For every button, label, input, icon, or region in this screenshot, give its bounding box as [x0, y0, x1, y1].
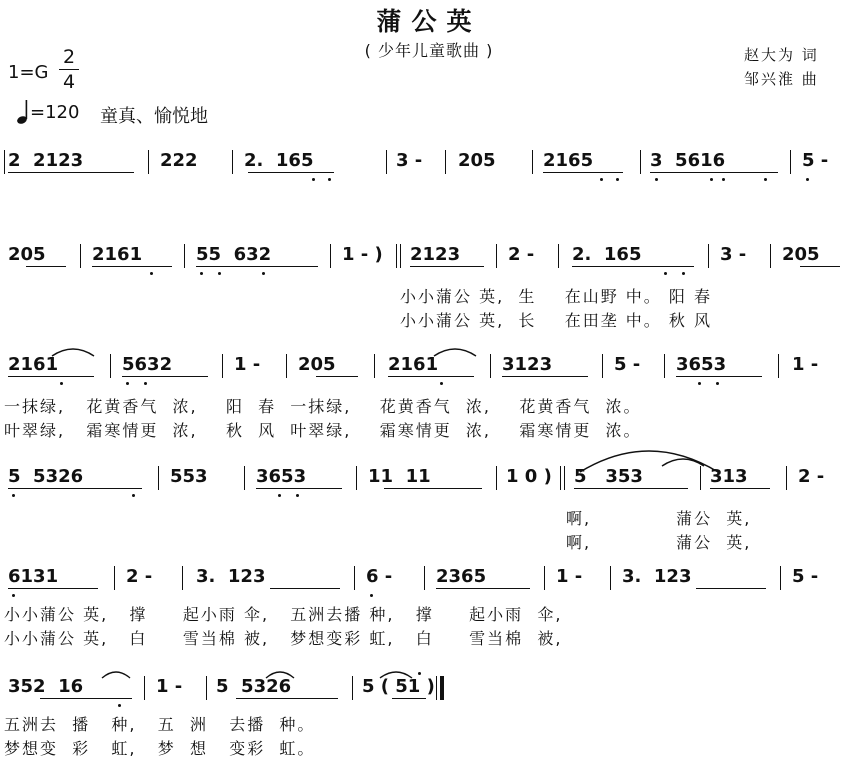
octave-dot [716, 382, 719, 385]
barline [158, 466, 159, 490]
barline [4, 150, 5, 174]
measure: 3653 [256, 466, 307, 487]
measure: 1 0 ) [506, 466, 552, 487]
barline [780, 566, 781, 590]
barline [424, 566, 425, 590]
barline [330, 244, 331, 268]
score-line-1 [0, 146, 858, 176]
octave-dot-high [418, 672, 421, 675]
measure: 55 632 [196, 244, 272, 265]
measure: 1 - [556, 566, 583, 587]
lyricist-credit: 赵大为 词 [744, 46, 819, 64]
measure: 2123 [410, 244, 461, 265]
time-signature-top: 2 [62, 46, 76, 68]
octave-dot [722, 178, 725, 181]
octave-dot [806, 178, 809, 181]
lyric-verse-2: 小小蒲公 英, 长 在田垄 中。 秋 风 [400, 311, 712, 330]
final-barline-thin [436, 676, 437, 700]
barline [790, 150, 791, 174]
octave-dot [126, 382, 129, 385]
barline [770, 244, 771, 268]
key-signature: 1=G [8, 62, 49, 83]
song-subtitle: ( 少年儿童歌曲 ) [364, 41, 494, 60]
final-barline-thick [440, 676, 444, 700]
lyric-verse-2: 梦想变 彩 虹, 梦 想 变彩 虹。 [4, 739, 316, 758]
barline [206, 676, 207, 700]
measure: 205 [458, 150, 496, 171]
octave-dot [328, 178, 331, 181]
measure: 3 - [396, 150, 423, 171]
barline [640, 150, 641, 174]
barline [602, 354, 603, 378]
slur [50, 344, 96, 358]
score-line-4 [0, 462, 858, 552]
measure: 313 [710, 466, 748, 487]
octave-dot [616, 178, 619, 181]
measure: 11 11 [368, 466, 431, 487]
tempo-marking: =120 [30, 102, 80, 123]
barline [356, 466, 357, 490]
barline [396, 244, 397, 268]
beam-line [384, 488, 482, 489]
measure: 205 [782, 244, 820, 265]
beam-line [676, 376, 762, 377]
lyric-verse-2: 啊, 蒲公 英, [566, 533, 752, 552]
measure: 352 16 [8, 676, 84, 697]
measure: 5 - [792, 566, 819, 587]
barline [786, 466, 787, 490]
expression-marking: 童真、愉悦地 [100, 106, 208, 127]
measure: 1 - [156, 676, 183, 697]
score-line-2 [0, 240, 858, 330]
beam-line [8, 172, 134, 173]
octave-dot [262, 272, 265, 275]
measure: 6131 [8, 566, 59, 587]
score-line-6 [0, 672, 858, 758]
beam-line [26, 266, 66, 267]
measure: 2161 [388, 354, 439, 375]
barline [560, 466, 561, 490]
barline [445, 150, 446, 174]
octave-dot [312, 178, 315, 181]
measure: 3. 123 [196, 566, 266, 587]
barline [110, 354, 111, 378]
barline [386, 150, 387, 174]
barline [374, 354, 375, 378]
beam-line [8, 376, 94, 377]
measure: 1 - ) [342, 244, 383, 265]
measure: 3123 [502, 354, 553, 375]
octave-dot [132, 494, 135, 497]
measure: 2 - [508, 244, 535, 265]
barline [184, 244, 185, 268]
beam-line [436, 588, 530, 589]
beam-line [248, 172, 334, 173]
slur [264, 668, 296, 680]
barline [352, 676, 353, 700]
octave-dot [144, 382, 147, 385]
barline [144, 676, 145, 700]
barline [490, 354, 491, 378]
beam-line [574, 488, 688, 489]
measure: 2 - [126, 566, 153, 587]
measure: 3 5616 [650, 150, 726, 171]
lyric-verse-2: 小小蒲公 英, 白 雪当棉 被, 梦想变彩 虹, 白 雪当棉 被, [4, 629, 563, 648]
beam-line [8, 588, 98, 589]
measure: 3 - [720, 244, 747, 265]
lyric-verse-2: 叶翠绿, 霜寒情更 浓, 秋 风 叶翠绿, 霜寒情更 浓, 霜寒情更 浓。 [4, 421, 642, 440]
slur [378, 668, 414, 680]
octave-dot [200, 272, 203, 275]
beam-line [316, 376, 358, 377]
octave-dot [764, 178, 767, 181]
barline [564, 466, 565, 490]
octave-dot [12, 494, 15, 497]
lyric-verse-1: 啊, 蒲公 英, [566, 509, 752, 528]
measure: 2. 165 [244, 150, 314, 171]
measure: 5632 [122, 354, 173, 375]
beam-line [410, 266, 484, 267]
measure: 3. 123 [622, 566, 692, 587]
measure: 1 - [792, 354, 819, 375]
barline [544, 566, 545, 590]
beam-line [196, 266, 318, 267]
barline [80, 244, 81, 268]
octave-dot [150, 272, 153, 275]
score-line-5 [0, 562, 858, 648]
measure: 5 - [614, 354, 641, 375]
measure: 553 [170, 466, 208, 487]
beam-line [710, 488, 770, 489]
measure: 2 2123 [8, 150, 84, 171]
octave-dot [655, 178, 658, 181]
octave-dot [370, 594, 373, 597]
tie [660, 454, 706, 468]
measure: 205 [8, 244, 46, 265]
beam-line [572, 266, 694, 267]
measure: 2161 [8, 354, 59, 375]
octave-dot [664, 272, 667, 275]
octave-dot [278, 494, 281, 497]
time-signature-bottom: 4 [62, 71, 76, 93]
beam-line [696, 588, 766, 589]
lyric-verse-1: 五洲去 播 种, 五 洲 去播 种。 [4, 715, 316, 734]
lyric-verse-1: 小小蒲公 英, 撑 起小雨 伞, 五洲去播 种, 撑 起小雨 伞, [4, 605, 563, 624]
score-line-3 [0, 350, 858, 440]
barline [182, 566, 183, 590]
lyric-verse-1: 一抹绿, 花黄香气 浓, 阳 春 一抹绿, 花黄香气 浓, 花黄香气 浓。 [4, 397, 642, 416]
octave-dot [440, 382, 443, 385]
measure: 6 - [366, 566, 393, 587]
beam-line [392, 698, 426, 699]
octave-dot [682, 272, 685, 275]
beam-line [40, 698, 132, 699]
barline [400, 244, 401, 268]
slur [100, 668, 132, 680]
beam-line [650, 172, 778, 173]
measure: 205 [298, 354, 336, 375]
measure: 5 5326 [216, 676, 292, 697]
barline [148, 150, 149, 174]
octave-dot [60, 382, 63, 385]
measure: 222 [160, 150, 198, 171]
song-title: 蒲公英 [376, 7, 482, 36]
barline [778, 354, 779, 378]
barline [222, 354, 223, 378]
composer-credit: 邹兴淮 曲 [744, 70, 819, 88]
slur [432, 344, 478, 358]
measure: 2. 165 [572, 244, 642, 265]
lyric-verse-1: 小小蒲公 英, 生 在山野 中。 阳 春 [400, 287, 712, 306]
beam-line [388, 376, 474, 377]
barline [232, 150, 233, 174]
beam-line [270, 588, 340, 589]
measure: 2 - [798, 466, 825, 487]
beam-line [8, 488, 142, 489]
measure: 3653 [676, 354, 727, 375]
beam-line [122, 376, 208, 377]
octave-dot [218, 272, 221, 275]
beam-line [543, 172, 623, 173]
measure: 5 ( 51 ) [362, 676, 435, 697]
barline [114, 566, 115, 590]
octave-dot [296, 494, 299, 497]
beam-line [236, 698, 338, 699]
beam-line [256, 488, 342, 489]
barline [708, 244, 709, 268]
barline [664, 354, 665, 378]
measure: 2165 [543, 150, 594, 171]
octave-dot [12, 594, 15, 597]
time-signature [58, 46, 80, 93]
octave-dot [118, 704, 121, 707]
octave-dot [600, 178, 603, 181]
barline [532, 150, 533, 174]
barline [558, 244, 559, 268]
barline [286, 354, 287, 378]
barline [610, 566, 611, 590]
measure: 2365 [436, 566, 487, 587]
measure: 5 5326 [8, 466, 84, 487]
quarter-note-icon [16, 98, 30, 126]
barline [496, 466, 497, 490]
beam-line [502, 376, 588, 377]
beam-line [800, 266, 840, 267]
octave-dot [698, 382, 701, 385]
measure: 5 353 [574, 466, 643, 487]
barline [244, 466, 245, 490]
octave-dot [710, 178, 713, 181]
measure: 2161 [92, 244, 143, 265]
measure: 5 - [802, 150, 829, 171]
measure: 1 - [234, 354, 261, 375]
time-signature-bar [59, 69, 79, 70]
beam-line [92, 266, 172, 267]
barline [354, 566, 355, 590]
barline [496, 244, 497, 268]
